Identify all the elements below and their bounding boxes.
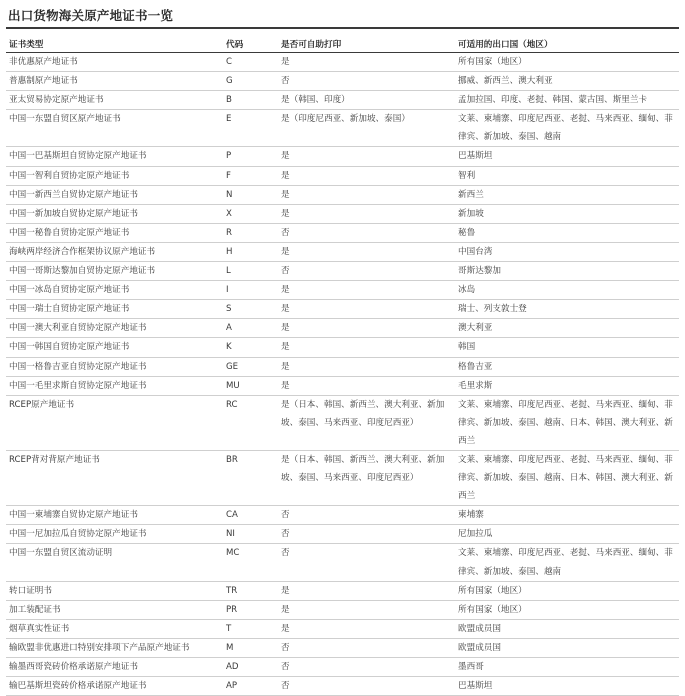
page-title: 出口货物海关原产地证书一览 <box>8 8 174 23</box>
code-cell: R <box>223 223 278 242</box>
code-cell: AP <box>223 677 278 696</box>
countries-cell: 所有国家（地区） <box>455 581 679 600</box>
table-row <box>6 319 679 338</box>
certificate-type-cell: 中国一智利自贸协定原产地证书 <box>6 166 223 185</box>
code-cell: I <box>223 281 278 300</box>
header-code: 代码 <box>223 36 278 53</box>
certificate-type-cell: 中国一尼加拉瓜自贸协定原产地证书 <box>6 525 223 544</box>
countries-cell: 格鲁吉亚 <box>455 357 679 376</box>
certificate-type-cell: 中国一东盟自贸区流动证明 <box>6 544 223 581</box>
table-row <box>6 544 679 581</box>
table-row <box>6 450 679 505</box>
code-cell: S <box>223 300 278 319</box>
certificate-type-cell: 中国一格鲁吉亚自贸协定原产地证书 <box>6 357 223 376</box>
countries-cell: 挪威、新西兰、澳大利亚 <box>455 72 679 91</box>
countries-cell: 哥斯达黎加 <box>455 262 679 281</box>
certificate-type-cell: 烟草真实性证书 <box>6 619 223 638</box>
table-header-row <box>6 36 679 53</box>
countries-cell: 文莱、柬埔寨、印度尼西亚、老挝、马来西亚、缅甸、菲律宾、新加坡、泰国、越南、日本、韩国、澳大利亚、新西兰 <box>455 450 679 505</box>
code-cell: AD <box>223 658 278 677</box>
certificate-type-cell: 转口证明书 <box>6 581 223 600</box>
self-print-cell: 否 <box>278 525 455 544</box>
code-cell: N <box>223 185 278 204</box>
table-row <box>6 658 679 677</box>
code-cell: MU <box>223 376 278 395</box>
countries-cell: 新西兰 <box>455 185 679 204</box>
countries-cell: 尼加拉瓜 <box>455 525 679 544</box>
self-print-cell: 是 <box>278 581 455 600</box>
code-cell: B <box>223 91 278 110</box>
self-print-cell: 是（日本、韩国、新西兰、澳大利亚、新加坡、泰国、马来西亚、印度尼西亚） <box>278 450 455 505</box>
self-print-cell: 否 <box>278 72 455 91</box>
code-cell: T <box>223 619 278 638</box>
certificate-type-cell: 中国一秘鲁自贸协定原产地证书 <box>6 223 223 242</box>
certificate-type-cell: 普惠制原产地证书 <box>6 72 223 91</box>
code-cell: L <box>223 262 278 281</box>
table-row <box>6 506 679 525</box>
self-print-cell: 是 <box>278 185 455 204</box>
code-cell: TR <box>223 581 278 600</box>
code-cell: C <box>223 53 278 72</box>
table-row <box>6 53 679 72</box>
code-cell: A <box>223 319 278 338</box>
code-cell: K <box>223 338 278 357</box>
code-cell: GE <box>223 357 278 376</box>
certificate-type-cell: 中国一冰岛自贸协定原产地证书 <box>6 281 223 300</box>
certificate-type-cell: 中国一东盟自贸区原产地证书 <box>6 110 223 147</box>
table-row <box>6 166 679 185</box>
table-row <box>6 72 679 91</box>
countries-cell: 欧盟成员国 <box>455 619 679 638</box>
certificate-type-cell: 中国一巴基斯坦自贸协定原产地证书 <box>6 147 223 166</box>
code-cell: BR <box>223 450 278 505</box>
self-print-cell: 是 <box>278 300 455 319</box>
self-print-cell: 是（日本、韩国、新西兰、澳大利亚、新加坡、泰国、马来西亚、印度尼西亚） <box>278 395 455 450</box>
certificate-type-cell: RCEP背对背原产地证书 <box>6 450 223 505</box>
code-cell: CA <box>223 506 278 525</box>
self-print-cell: 是 <box>278 319 455 338</box>
countries-cell: 墨西哥 <box>455 658 679 677</box>
certificate-type-cell: 中国一新西兰自贸协定原产地证书 <box>6 185 223 204</box>
self-print-cell: 否 <box>278 223 455 242</box>
self-print-cell: 否 <box>278 544 455 581</box>
code-cell: F <box>223 166 278 185</box>
table-row <box>6 638 679 657</box>
header-applicable-countries: 可适用的出口国（地区） <box>455 36 679 53</box>
certificate-type-cell: 海峡两岸经济合作框架协议原产地证书 <box>6 242 223 261</box>
certificate-type-cell: 输墨西哥瓷砖价格承诺原产地证书 <box>6 658 223 677</box>
self-print-cell: 是 <box>278 147 455 166</box>
countries-cell: 新加坡 <box>455 204 679 223</box>
countries-cell: 文莱、柬埔寨、印度尼西亚、老挝、马来西亚、缅甸、菲律宾、新加坡、泰国、越南 <box>455 110 679 147</box>
self-print-cell: 否 <box>278 506 455 525</box>
self-print-cell: 是 <box>278 53 455 72</box>
certificate-type-cell: RCEP原产地证书 <box>6 395 223 450</box>
countries-cell: 柬埔寨 <box>455 506 679 525</box>
table-row <box>6 338 679 357</box>
code-cell: G <box>223 72 278 91</box>
self-print-cell: 是（韩国、印度） <box>278 91 455 110</box>
self-print-cell: 否 <box>278 658 455 677</box>
self-print-cell: 是 <box>278 204 455 223</box>
certificate-type-cell: 亚太贸易协定原产地证书 <box>6 91 223 110</box>
certificate-type-cell: 中国一毛里求斯自贸协定原产地证书 <box>6 376 223 395</box>
countries-cell: 所有国家（地区） <box>455 53 679 72</box>
self-print-cell: 是 <box>278 619 455 638</box>
header-certificate-type: 证书类型 <box>6 36 223 53</box>
countries-cell: 孟加拉国、印度、老挝、韩国、蒙古国、斯里兰卡 <box>455 91 679 110</box>
countries-cell: 中国台湾 <box>455 242 679 261</box>
certificate-type-cell: 输巴基斯坦瓷砖价格承诺原产地证书 <box>6 677 223 696</box>
code-cell: E <box>223 110 278 147</box>
self-print-cell: 否 <box>278 638 455 657</box>
table-row <box>6 300 679 319</box>
table-row <box>6 147 679 166</box>
self-print-cell: 是 <box>278 357 455 376</box>
code-cell: MC <box>223 544 278 581</box>
code-cell: X <box>223 204 278 223</box>
self-print-cell: 是 <box>278 281 455 300</box>
table-row <box>6 395 679 450</box>
certificate-type-cell: 中国一柬埔寨自贸协定原产地证书 <box>6 506 223 525</box>
table-row <box>6 110 679 147</box>
table-row <box>6 376 679 395</box>
table-body <box>6 53 679 696</box>
certificate-type-cell: 中国一哥斯达黎加自贸协定原产地证书 <box>6 262 223 281</box>
table-row <box>6 242 679 261</box>
table-row <box>6 619 679 638</box>
countries-cell: 智利 <box>455 166 679 185</box>
table-row <box>6 357 679 376</box>
code-cell: H <box>223 242 278 261</box>
table-row <box>6 525 679 544</box>
code-cell: PR <box>223 600 278 619</box>
countries-cell: 秘鲁 <box>455 223 679 242</box>
code-cell: P <box>223 147 278 166</box>
table-row <box>6 677 679 696</box>
table-row <box>6 91 679 110</box>
self-print-cell: 是 <box>278 338 455 357</box>
table-row <box>6 204 679 223</box>
countries-cell: 毛里求斯 <box>455 376 679 395</box>
countries-cell: 澳大利亚 <box>455 319 679 338</box>
certificate-type-cell: 输欧盟非优惠进口特别安排项下产品原产地证书 <box>6 638 223 657</box>
code-cell: NI <box>223 525 278 544</box>
header-self-print: 是否可自助打印 <box>278 36 455 53</box>
countries-cell: 文莱、柬埔寨、印度尼西亚、老挝、马来西亚、缅甸、菲律宾、新加坡、泰国、越南 <box>455 544 679 581</box>
self-print-cell: 否 <box>278 677 455 696</box>
self-print-cell: 是 <box>278 600 455 619</box>
table-row <box>6 281 679 300</box>
table-row <box>6 223 679 242</box>
certificate-type-cell: 中国一新加坡自贸协定原产地证书 <box>6 204 223 223</box>
certificate-type-cell: 加工装配证书 <box>6 600 223 619</box>
self-print-cell: 是 <box>278 242 455 261</box>
certificate-type-cell: 中国一瑞士自贸协定原产地证书 <box>6 300 223 319</box>
countries-cell: 文莱、柬埔寨、印度尼西亚、老挝、马来西亚、缅甸、菲律宾、新加坡、泰国、越南、日本、韩国、澳大利亚、新西兰 <box>455 395 679 450</box>
table-row <box>6 600 679 619</box>
certificate-table <box>6 36 679 696</box>
title-divider <box>6 27 679 29</box>
certificate-type-cell: 中国一澳大利亚自贸协定原产地证书 <box>6 319 223 338</box>
countries-cell: 欧盟成员国 <box>455 638 679 657</box>
self-print-cell: 否 <box>278 262 455 281</box>
countries-cell: 韩国 <box>455 338 679 357</box>
countries-cell: 瑞士、列支敦士登 <box>455 300 679 319</box>
certificate-type-cell: 非优惠原产地证书 <box>6 53 223 72</box>
code-cell: RC <box>223 395 278 450</box>
table-row <box>6 262 679 281</box>
self-print-cell: 是 <box>278 376 455 395</box>
certificate-type-cell: 中国一韩国自贸协定原产地证书 <box>6 338 223 357</box>
countries-cell: 冰岛 <box>455 281 679 300</box>
self-print-cell: 是 <box>278 166 455 185</box>
table-row <box>6 185 679 204</box>
countries-cell: 巴基斯坦 <box>455 677 679 696</box>
table-row <box>6 581 679 600</box>
countries-cell: 所有国家（地区） <box>455 600 679 619</box>
code-cell: M <box>223 638 278 657</box>
self-print-cell: 是（印度尼西亚、新加坡、泰国） <box>278 110 455 147</box>
countries-cell: 巴基斯坦 <box>455 147 679 166</box>
